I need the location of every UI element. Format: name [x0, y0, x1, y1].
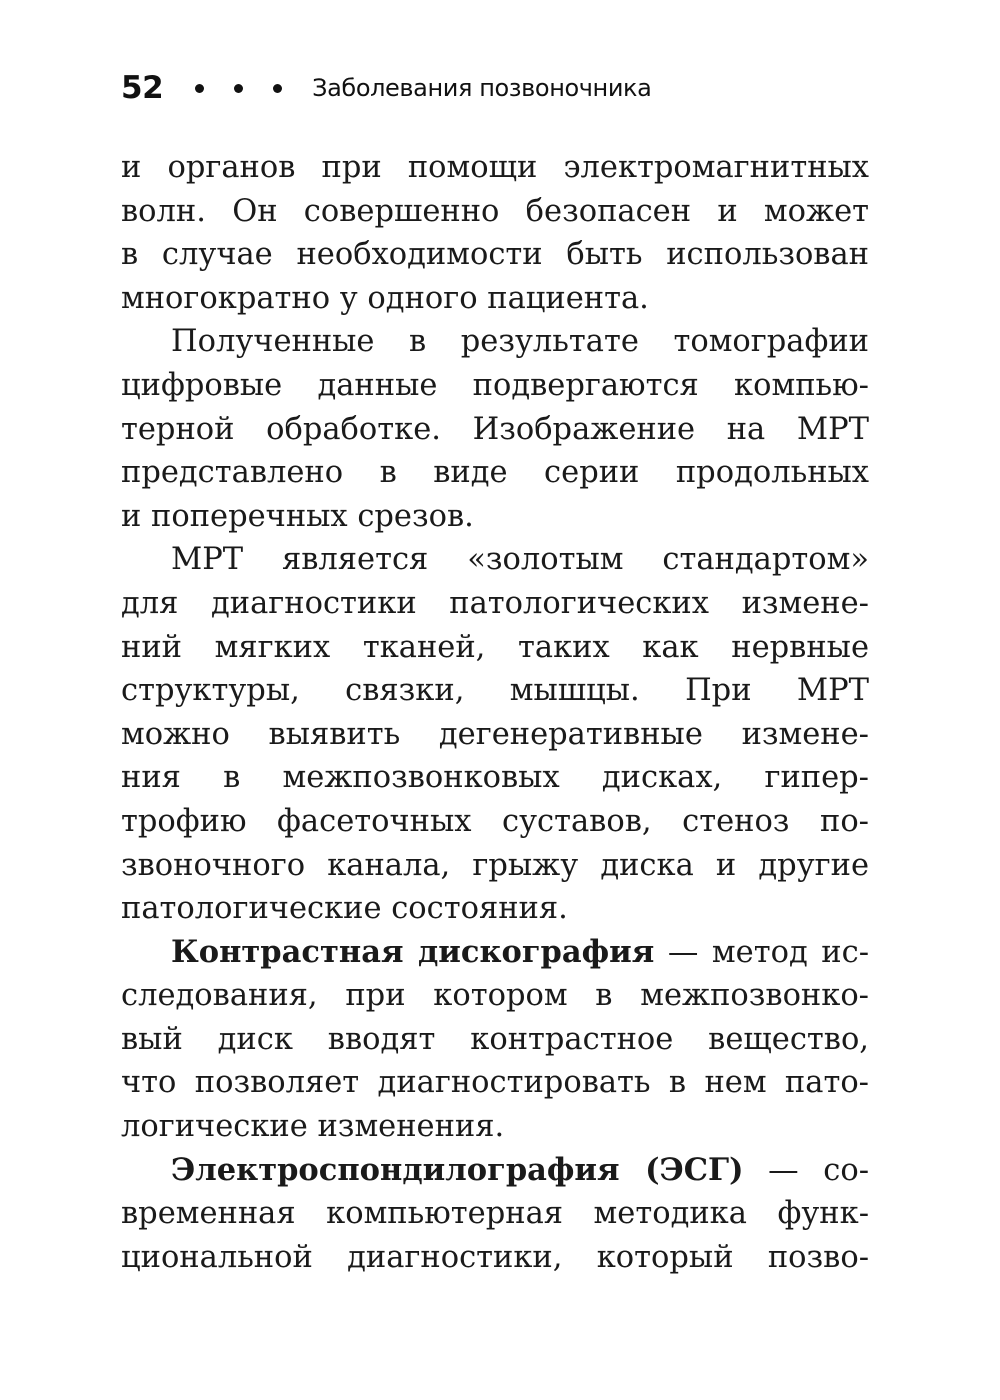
text-line: временная компьютерная методика функ-	[121, 1196, 869, 1232]
text-line: ний мягких тканей, таких как нервные	[121, 629, 869, 665]
text-line	[121, 931, 869, 975]
text-line: структуры, связки, мышцы. При МРТ	[121, 673, 869, 709]
text-line: для диагностики патологических измене-	[121, 585, 869, 621]
text-line: логические изменения.	[121, 1109, 505, 1145]
text-line: Полученные в результате томографии	[171, 324, 869, 360]
header-dots	[195, 84, 282, 93]
text-line: терной обработке. Изображение на МРТ	[121, 411, 869, 447]
page-number: 52	[121, 70, 164, 106]
paragraph	[121, 320, 869, 538]
bullet-dot-icon	[195, 84, 204, 93]
text-line: представлено в виде серии продольных	[121, 455, 869, 491]
term-bold: Электроспондилография (ЭСГ)	[171, 1151, 744, 1188]
text-line: трофию фасеточных суставов, стеноз по-	[121, 803, 869, 839]
text-line: можно выявить дегенеративные измене-	[121, 716, 869, 752]
text-line: циональной диагностики, который позво-	[121, 1239, 869, 1275]
page-header	[121, 68, 651, 108]
paragraph	[121, 538, 869, 930]
text-line: вый диск вводят контрастное вещество,	[121, 1021, 869, 1057]
text-line: патологические состояния.	[121, 891, 568, 927]
text-line: и органов при помощи электромагнитных	[121, 150, 869, 185]
text-line: волн. Он совершенно безопасен и может	[121, 193, 869, 229]
text-line: и поперечных срезов.	[121, 498, 474, 534]
text-line	[121, 1149, 869, 1193]
paragraph	[121, 1149, 869, 1280]
text-line: что позволяет диагностировать в нем пато-	[121, 1065, 869, 1101]
term-definition-start: — метод ис-	[654, 934, 870, 970]
text-line: МРТ является «золотым стандартом»	[171, 542, 869, 578]
term-definition-start: — со-	[743, 1152, 869, 1188]
paragraph	[121, 931, 869, 1149]
bullet-dot-icon	[273, 84, 282, 93]
bullet-dot-icon	[234, 84, 243, 93]
paragraph	[121, 146, 869, 320]
text-line: цифровые данные подвергаются компью-	[121, 367, 869, 403]
running-title: Заболевания позвоночника	[312, 74, 652, 102]
text-line: следования, при котором в межпозвонко-	[121, 978, 869, 1014]
body-text	[121, 146, 869, 1279]
text-line: ния в межпозвонковых дисках, гипер-	[121, 760, 869, 796]
text-line: многократно у одного пациента.	[121, 280, 649, 316]
term-bold: Контрастная дискография	[171, 933, 655, 970]
text-line: в случае необходимости быть использован	[121, 237, 869, 273]
text-line: звоночного канала, грыжу диска и другие	[121, 847, 869, 883]
